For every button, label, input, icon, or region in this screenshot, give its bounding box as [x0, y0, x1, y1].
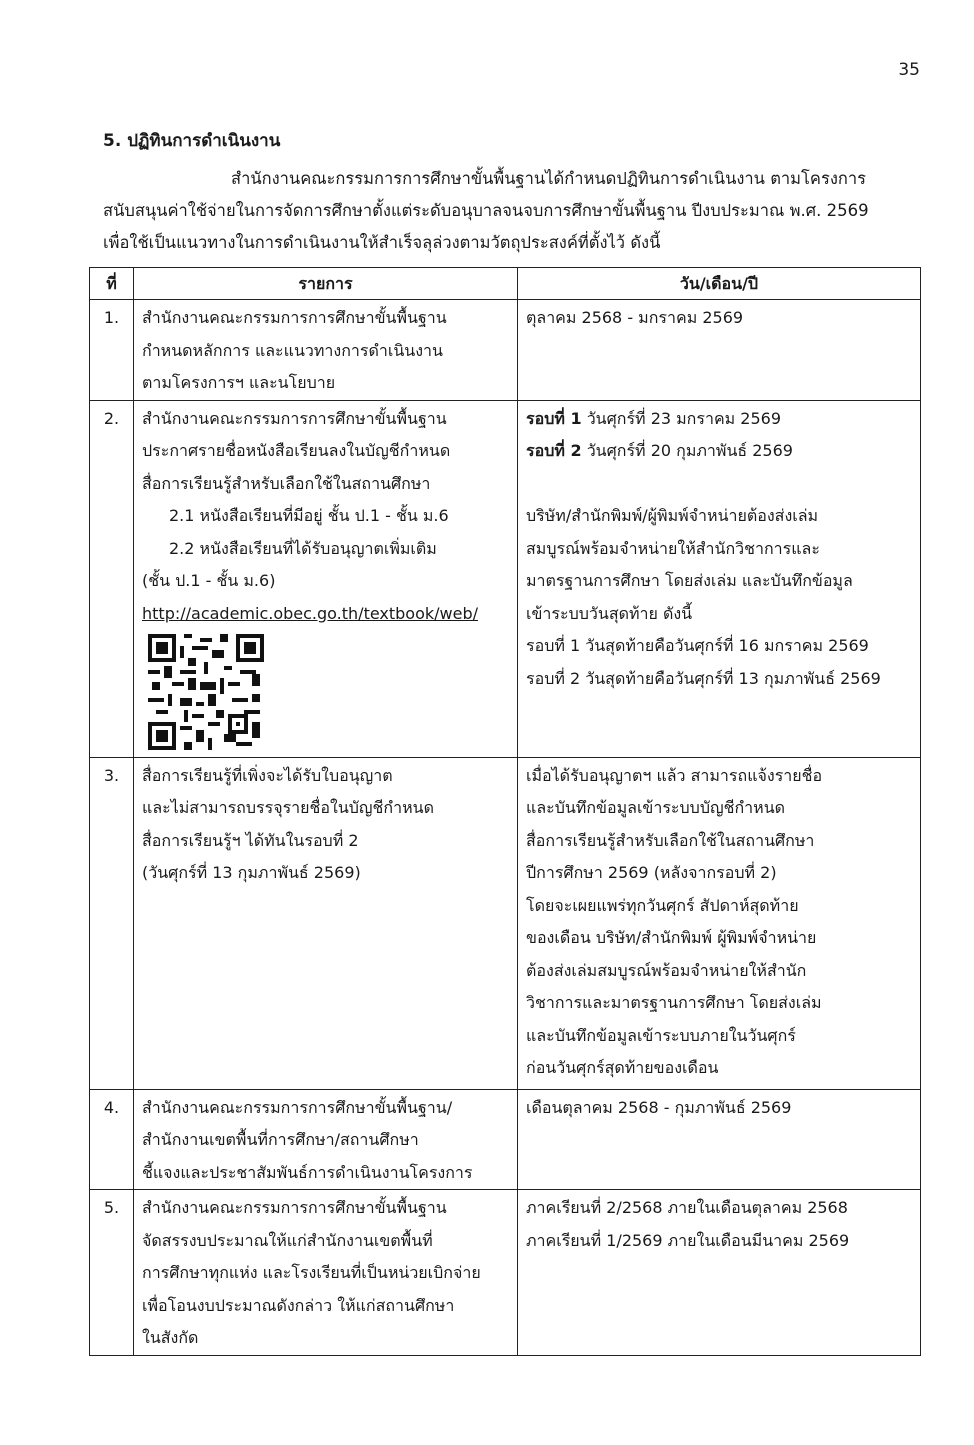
- row-number: 2.: [90, 400, 134, 757]
- date-line: ตุลาคม 2568 - มกราคม 2569: [526, 308, 744, 327]
- round-2-text: วันศุกร์ที่ 20 กุมภาพันธ์ 2569: [581, 441, 793, 460]
- textbook-link[interactable]: http://academic.obec.go.th/textbook/web/: [142, 603, 479, 623]
- item-line: สื่อการเรียนรู้ที่เพิ่งจะได้รับใบอนุญาต: [142, 765, 393, 785]
- row-number: 4.: [90, 1089, 134, 1190]
- item-line: สำนักงานคณะกรรมการการศึกษาขั้นพื้นฐาน/: [142, 1097, 453, 1117]
- row-item: [134, 757, 518, 1089]
- item-line: จัดสรรงบประมาณให้แก่สำนักงานเขตพื้นที่: [142, 1230, 433, 1250]
- row-item: [134, 400, 518, 757]
- schedule-table: [89, 267, 921, 1356]
- item-line: เพื่อโอนงบประมาณดังกล่าว ให้แก่สถานศึกษา: [142, 1295, 455, 1315]
- row-item: [134, 1089, 518, 1190]
- date-line: ของเดือน บริษัท/สำนักพิมพ์ ผู้พิมพ์จำหน่าย: [526, 928, 817, 947]
- date-line: เข้าระบบวันสุดท้าย ดังนี้: [526, 603, 693, 623]
- round-2-label: รอบที่ 2: [526, 441, 582, 460]
- row-item: [134, 300, 518, 401]
- table-header-row: [90, 268, 921, 300]
- item-line: การศึกษาทุกแห่ง และโรงเรียนที่เป็นหน่วยเบิกจ่าย: [142, 1263, 481, 1282]
- header-item: รายการ: [134, 268, 518, 300]
- row-number: 5.: [90, 1190, 134, 1356]
- item-line: สื่อการเรียนรู้สำหรับเลือกใช้ในสถานศึกษา: [142, 473, 431, 493]
- row-number: 1.: [90, 300, 134, 401]
- round-1-line: [526, 403, 912, 436]
- date-line: ภาคเรียนที่ 1/2569 ภายในเดือนมีนาคม 2569: [526, 1230, 850, 1250]
- date-line: เมื่อได้รับอนุญาตฯ แล้ว สามารถแจ้งรายชื่อ: [526, 765, 823, 785]
- date-line: รอบที่ 2 วันสุดท้ายคือวันศุกร์ที่ 13 กุมภาพันธ์ 2569: [526, 668, 881, 688]
- row-item: [134, 1190, 518, 1356]
- item-sub-line: 2.2 หนังสือเรียนที่ได้รับอนุญาตเพิ่มเติม: [169, 538, 437, 558]
- table-row: [90, 757, 921, 1089]
- item-line: (ชั้น ป.1 - ชั้น ม.6): [142, 571, 276, 590]
- row-date: [518, 300, 921, 401]
- item-line: และไม่สามารถบรรจุรายชื่อในบัญชีกำหนด: [142, 798, 434, 817]
- date-line: บริษัท/สำนักพิมพ์/ผู้พิมพ์จำหน่ายต้องส่งเล่ม: [526, 506, 819, 525]
- item-line: สำนักงานเขตพื้นที่การศึกษา/สถานศึกษา: [142, 1130, 419, 1149]
- row-number: 3.: [90, 757, 134, 1089]
- header-no: ที่: [90, 268, 134, 300]
- table-row: [90, 400, 921, 757]
- item-line: (วันศุกร์ที่ 13 กุมภาพันธ์ 2569): [142, 863, 361, 882]
- date-line: ต้องส่งเล่มสมบูรณ์พร้อมจำหน่ายให้สำนัก: [526, 960, 807, 980]
- date-line: โดยจะเผยแพร่ทุกวันศุกร์ สัปดาห์สุดท้าย: [526, 895, 799, 915]
- spacer: [526, 468, 912, 501]
- date-line: เดือนตุลาคม 2568 - กุมภาพันธ์ 2569: [526, 1097, 792, 1117]
- item-line: ในสังกัด: [142, 1328, 199, 1347]
- item-line: สำนักงานคณะกรรมการการศึกษาขั้นพื้นฐาน: [142, 308, 447, 327]
- date-line: และบันทึกข้อมูลเข้าระบบภายในวันศุกร์: [526, 1025, 796, 1045]
- row-date: [518, 1190, 921, 1356]
- date-line: สื่อการเรียนรู้สำหรับเลือกใช้ในสถานศึกษา: [526, 830, 815, 850]
- date-line: ภาคเรียนที่ 2/2568 ภายในเดือนตุลาคม 2568: [526, 1198, 848, 1217]
- section-heading: 5. ปฏิทินการดำเนินงาน: [103, 131, 281, 151]
- table-row: [90, 300, 921, 401]
- date-line: ก่อนวันศุกร์สุดท้ายของเดือน: [526, 1058, 719, 1077]
- qr-code-icon: [148, 634, 264, 750]
- date-line: ปีการศึกษา 2569 (หลังจากรอบที่ 2): [526, 863, 777, 882]
- row-date: [518, 400, 921, 757]
- intro-paragraph: [103, 163, 921, 259]
- item-line: สื่อการเรียนรู้ฯ ได้ทันในรอบที่ 2: [142, 830, 359, 850]
- table-row: [90, 1190, 921, 1356]
- intro-line: เพื่อใช้เป็นแนวทางในการดำเนินงานให้สำเร็จลุล่วงตามวัตถุประสงค์ที่ตั้งไว้ ดังนี้: [103, 233, 661, 252]
- date-line: รอบที่ 1 วันสุดท้ายคือวันศุกร์ที่ 16 มกราคม 2569: [526, 636, 869, 655]
- row-date: [518, 757, 921, 1089]
- header-date: วัน/เดือน/ปี: [518, 268, 921, 300]
- date-line: และบันทึกข้อมูลเข้าระบบบัญชีกำหนด: [526, 798, 786, 817]
- date-line: วิชาการและมาตรฐานการศึกษา โดยส่งเล่ม: [526, 993, 822, 1012]
- table-row: [90, 1089, 921, 1190]
- item-line: กำหนดหลักการ และแนวทางการดำเนินงาน: [142, 340, 443, 360]
- item-line: ชี้แจงและประชาสัมพันธ์การดำเนินงานโครงการ: [142, 1162, 473, 1182]
- date-line: สมบูรณ์พร้อมจำหน่ายให้สำนักวิชาการและ: [526, 538, 820, 558]
- item-line: ตามโครงการฯ และนโยบาย: [142, 373, 336, 392]
- round-1-label: รอบที่ 1: [526, 408, 582, 428]
- intro-line: สำนักงานคณะกรรมการการศึกษาขั้นพื้นฐานได้กำหนดปฏิทินการดำเนินงาน ตามโครงการ: [231, 169, 866, 188]
- date-line: มาตรฐานการศึกษา โดยส่งเล่ม และบันทึกข้อมูล: [526, 571, 853, 590]
- round-2-line: [526, 435, 912, 468]
- item-line: ประกาศรายชื่อหนังสือเรียนลงในบัญชีกำหนด: [142, 441, 451, 460]
- page-number: 35: [898, 60, 920, 80]
- item-line: สำนักงานคณะกรรมการการศึกษาขั้นพื้นฐาน: [142, 408, 447, 428]
- round-1-text: วันศุกร์ที่ 23 มกราคม 2569: [581, 408, 781, 428]
- row-date: [518, 1089, 921, 1190]
- item-line: สำนักงานคณะกรรมการการศึกษาขั้นพื้นฐาน: [142, 1198, 447, 1217]
- item-sub-line: 2.1 หนังสือเรียนที่มีอยู่ ชั้น ป.1 - ชั้น ม.6: [169, 506, 449, 525]
- intro-line: สนับสนุนค่าใช้จ่ายในการจัดการศึกษาตั้งแต่ระดับอนุบาลจนจบการศึกษาขั้นพื้นฐาน ปีงบประมาณ พ.ศ. 2569: [103, 201, 869, 220]
